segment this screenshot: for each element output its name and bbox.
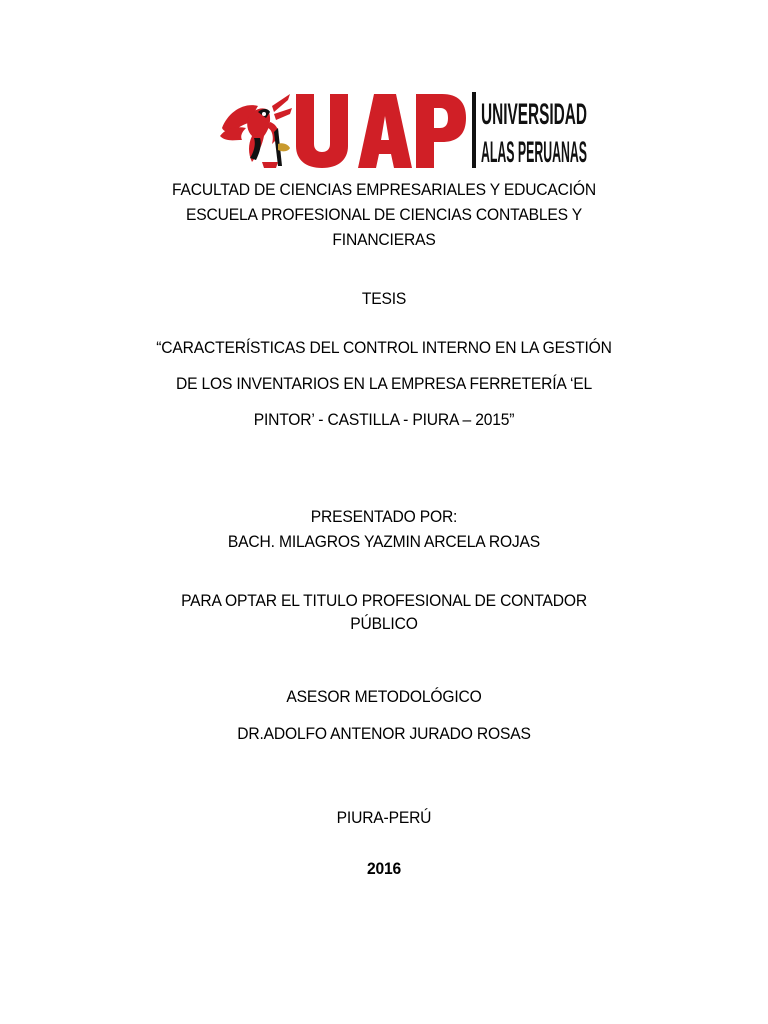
university-logo [218,88,590,172]
logo-acronym-text: UAP [218,88,221,89]
uap-logo-image [218,88,590,172]
place: PIURA-PERÚ [336,808,432,827]
author-name: BACH. MILAGROS YAZMIN ARCELA ROJAS [227,532,541,551]
logo-divider [472,92,476,168]
thesis-title-line3: PINTOR’ - CASTILLA - PIURA – 2015” [253,410,515,429]
advisor-name: DR.ADOLFO ANTENOR JURADO ROSAS [237,724,531,743]
uap-acronym [296,94,466,168]
document-type: TESIS [361,289,407,308]
thesis-title-line1: “CARACTERÍSTICAS DEL CONTROL INTERNO EN LA GESTIÓN [156,338,612,357]
advisor-label: ASESOR METODOLÓGICO [286,687,482,706]
author-label: PRESENTADO POR: [310,507,458,526]
purpose-line1: PARA OPTAR EL TITULO PROFESIONAL DE CONTADOR [181,591,587,610]
logo-name-line1: UNIVERSIDAD [481,98,587,131]
faculty-name: FACULTAD DE CIENCIAS EMPRESARIALES Y EDUCACIÓN [171,180,597,199]
thesis-title-line2: DE LOS INVENTARIOS EN LA EMPRESA FERRETERÍA ‘EL [175,374,593,393]
school-name-line1: ESCUELA PROFESIONAL DE CIENCIAS CONTABLES Y [186,205,582,224]
year: 2016 [366,859,402,878]
logo-name-line2: ALAS PERUANAS [481,136,587,169]
school-name-line2: FINANCIERAS [332,230,436,249]
bird-emblem-icon [220,94,292,168]
purpose-line2: PÚBLICO [350,614,418,633]
